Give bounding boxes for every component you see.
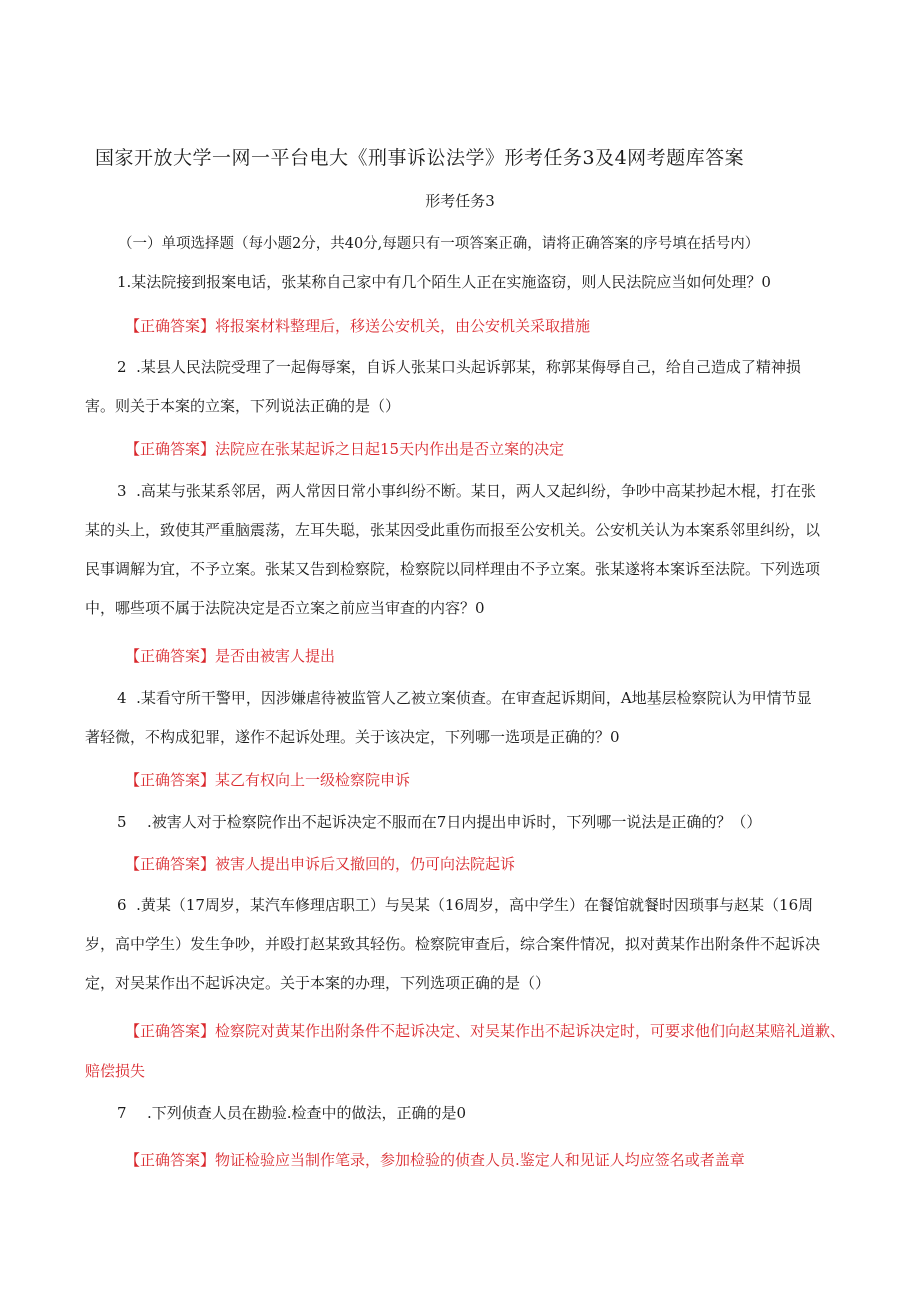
answer-text: 物证检验应当制作笔录，参加检验的侦查人员.鉴定人和见证人均应签名或者盖章	[215, 1151, 745, 1169]
question-number: 7	[117, 1104, 127, 1122]
answer-prefix: 【正确答案】	[125, 1151, 216, 1169]
answer-text: 被害人提出申诉后又撤回的，仍可向法院起诉	[215, 855, 516, 873]
question-text: 1.某法院接到报案电话，张某称自己家中有几个陌生人正在实施盗窃，则人民法院应当如何处理？0	[117, 273, 771, 291]
question-text: 中，哪些项不属于法院决定是否立案之前应当审查的内容？0	[85, 599, 485, 617]
answer-7	[125, 1149, 745, 1170]
answer-prefix: 【正确答案】	[125, 771, 216, 789]
question-text: 6 .黄某（17周岁，某汽车修理店职工）与吴某（16周岁，高中学生）在餐馆就餐时因琐事与赵某（16周	[117, 896, 814, 914]
answer-text: 法院应在张某起诉之日起15天内作出是否立案的决定	[215, 440, 565, 458]
answer-3	[125, 645, 335, 666]
question-text: 某的头上，致使其严重脑震荡，左耳失聪，张某因受此重伤而报至公安机关。公安机关认为本案系邻里纠纷，以	[85, 521, 821, 539]
question-text: 7 .下列侦查人员在勘验.检查中的做法，正确的是0	[85, 1094, 845, 1133]
answer-prefix: 【正确答案】	[125, 647, 216, 665]
answer-prefix: 【正确答案】	[125, 440, 216, 458]
question-text: 3 .高某与张某系邻居，两人常因日常小事纠纷不断。某日，两人又起纠纷，争吵中高某抄起木棍，打在张	[117, 482, 816, 500]
question-text: 5 .被害人对于检察院作出不起诉决定不服而在7日内提出申诉时，下列哪一说法是正确的？（）	[85, 803, 845, 842]
answer-2	[125, 438, 564, 459]
section-title: 形考任务3	[425, 192, 495, 210]
answer-text: 某乙有权向上一级检察院申诉	[215, 771, 411, 789]
question-number: 5	[117, 813, 127, 831]
question-text: 4 .某看守所干警甲，因涉嫌虐待被监管人乙被立案侦查。在审查起诉期间，A地基层检察院认为甲情节显	[117, 689, 812, 707]
answer-text: 将报案材料整理后，移送公安机关，由公安机关采取措施	[215, 317, 591, 335]
answer-5	[125, 853, 515, 874]
answer-6-continued: 赔偿损失	[85, 1062, 146, 1080]
document-title: 国家开放大学一网一平台电大《刑事诉讼法学》形考任务3及4网考题库答案	[95, 147, 745, 169]
answer-text: 是否由被害人提出	[215, 647, 336, 665]
answer-text: 检察院对黄某作出附条件不起诉决定、对吴某作出不起诉决定时，可要求他们向赵某赔礼道歉、	[215, 1022, 846, 1040]
question-2	[85, 348, 845, 426]
answer-6	[125, 1020, 845, 1041]
question-5	[85, 803, 845, 842]
question-7	[85, 1094, 845, 1133]
question-4	[85, 679, 845, 757]
answer-prefix: 【正确答案】	[125, 317, 216, 335]
question-1	[85, 263, 845, 302]
question-6	[85, 886, 845, 1003]
question-text: 2 .某县人民法院受理了一起侮辱案，自诉人张某口头起诉郭某，称郭某侮辱自己，给自己造成了精神损	[117, 358, 801, 376]
question-text: 定，对吴某作出不起诉决定。关于本案的办理，下列选项正确的是（）	[85, 974, 551, 992]
question-3	[85, 472, 845, 628]
question-text: 害。则关于本案的立案，下列说法正确的是（）	[85, 397, 401, 415]
answer-1	[125, 315, 590, 336]
question-text: 岁，高中学生）发生争吵，并殴打赵某致其轻伤。检察院审查后，综合案件情况，拟对黄某作出附条件不起诉决	[85, 935, 821, 953]
question-text: 著轻微，不构成犯罪，遂作不起诉处理。关于该决定，下列哪一选项是正确的？0	[85, 728, 620, 746]
question-text: 民事调解为宜，不予立案。张某又告到检察院，检察院以同样理由不予立案。张某遂将本案诉至法院。下列选项	[85, 560, 821, 578]
answer-prefix: 【正确答案】	[125, 1022, 216, 1040]
section-instruction: （一）单项选择题（每小题2分，共40分,每题只有一项答案正确，请将正确答案的序号填在括号内）	[118, 236, 760, 252]
answer-prefix: 【正确答案】	[125, 855, 216, 873]
answer-4	[125, 769, 410, 790]
